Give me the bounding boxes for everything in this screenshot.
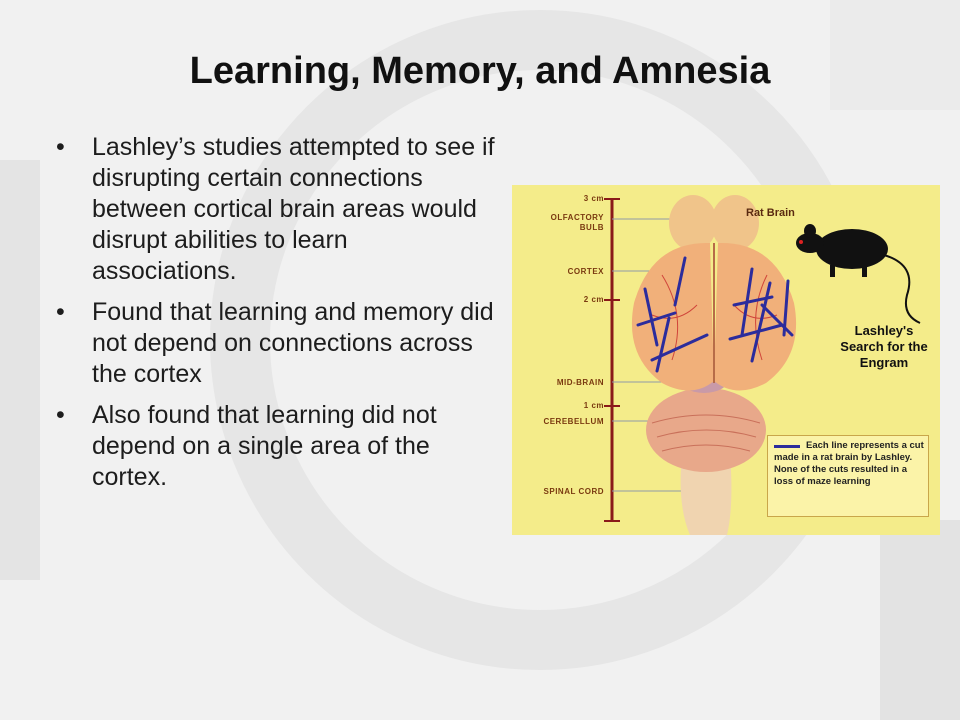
scale-label-1cm: 1 cm <box>583 401 604 410</box>
figure-caption: Lashley's Search for the Engram <box>840 323 928 370</box>
scale-label-3cm: 3 cm <box>583 194 604 203</box>
bullet-item <box>56 132 496 287</box>
bullet-text: Lashley’s studies attempted to see if disrupting certain connections between cortical brain areas would disrupt abilities to learn associations. <box>92 133 495 285</box>
scale-label-olfactory: OLFACTORY BULB <box>550 213 604 232</box>
bullet-dot: • <box>56 298 65 326</box>
rat-brain-figure <box>512 185 940 535</box>
scale-label-spinal-cord: SPINAL CORD <box>543 487 604 496</box>
slide-title: Learning, Memory, and Amnesia <box>189 50 771 92</box>
scale-label-cortex: CORTEX <box>567 267 604 276</box>
bullet-item <box>56 400 496 493</box>
scale-label-cerebellum: CEREBELLUM <box>543 417 604 426</box>
bullet-list <box>56 132 496 503</box>
scale-label-midbrain: MID-BRAIN <box>556 378 604 387</box>
figure-legend <box>767 435 929 517</box>
rat-icon <box>796 224 920 323</box>
bullet-dot: • <box>56 401 65 429</box>
legend-text: Each line represents a cut made in a rat brain by Lashley. None of the cuts resulted in a loss of maze learning <box>774 440 924 487</box>
bullet-text: Found that learning and memory did not depend on connections across the cortex <box>92 298 494 388</box>
bullet-dot: • <box>56 133 65 161</box>
bullet-text: Also found that learning did not depend on a single area of the cortex. <box>92 401 437 491</box>
bullet-item <box>56 297 496 390</box>
scale-label-2cm: 2 cm <box>583 295 604 304</box>
figure-title: Rat Brain <box>746 207 795 219</box>
